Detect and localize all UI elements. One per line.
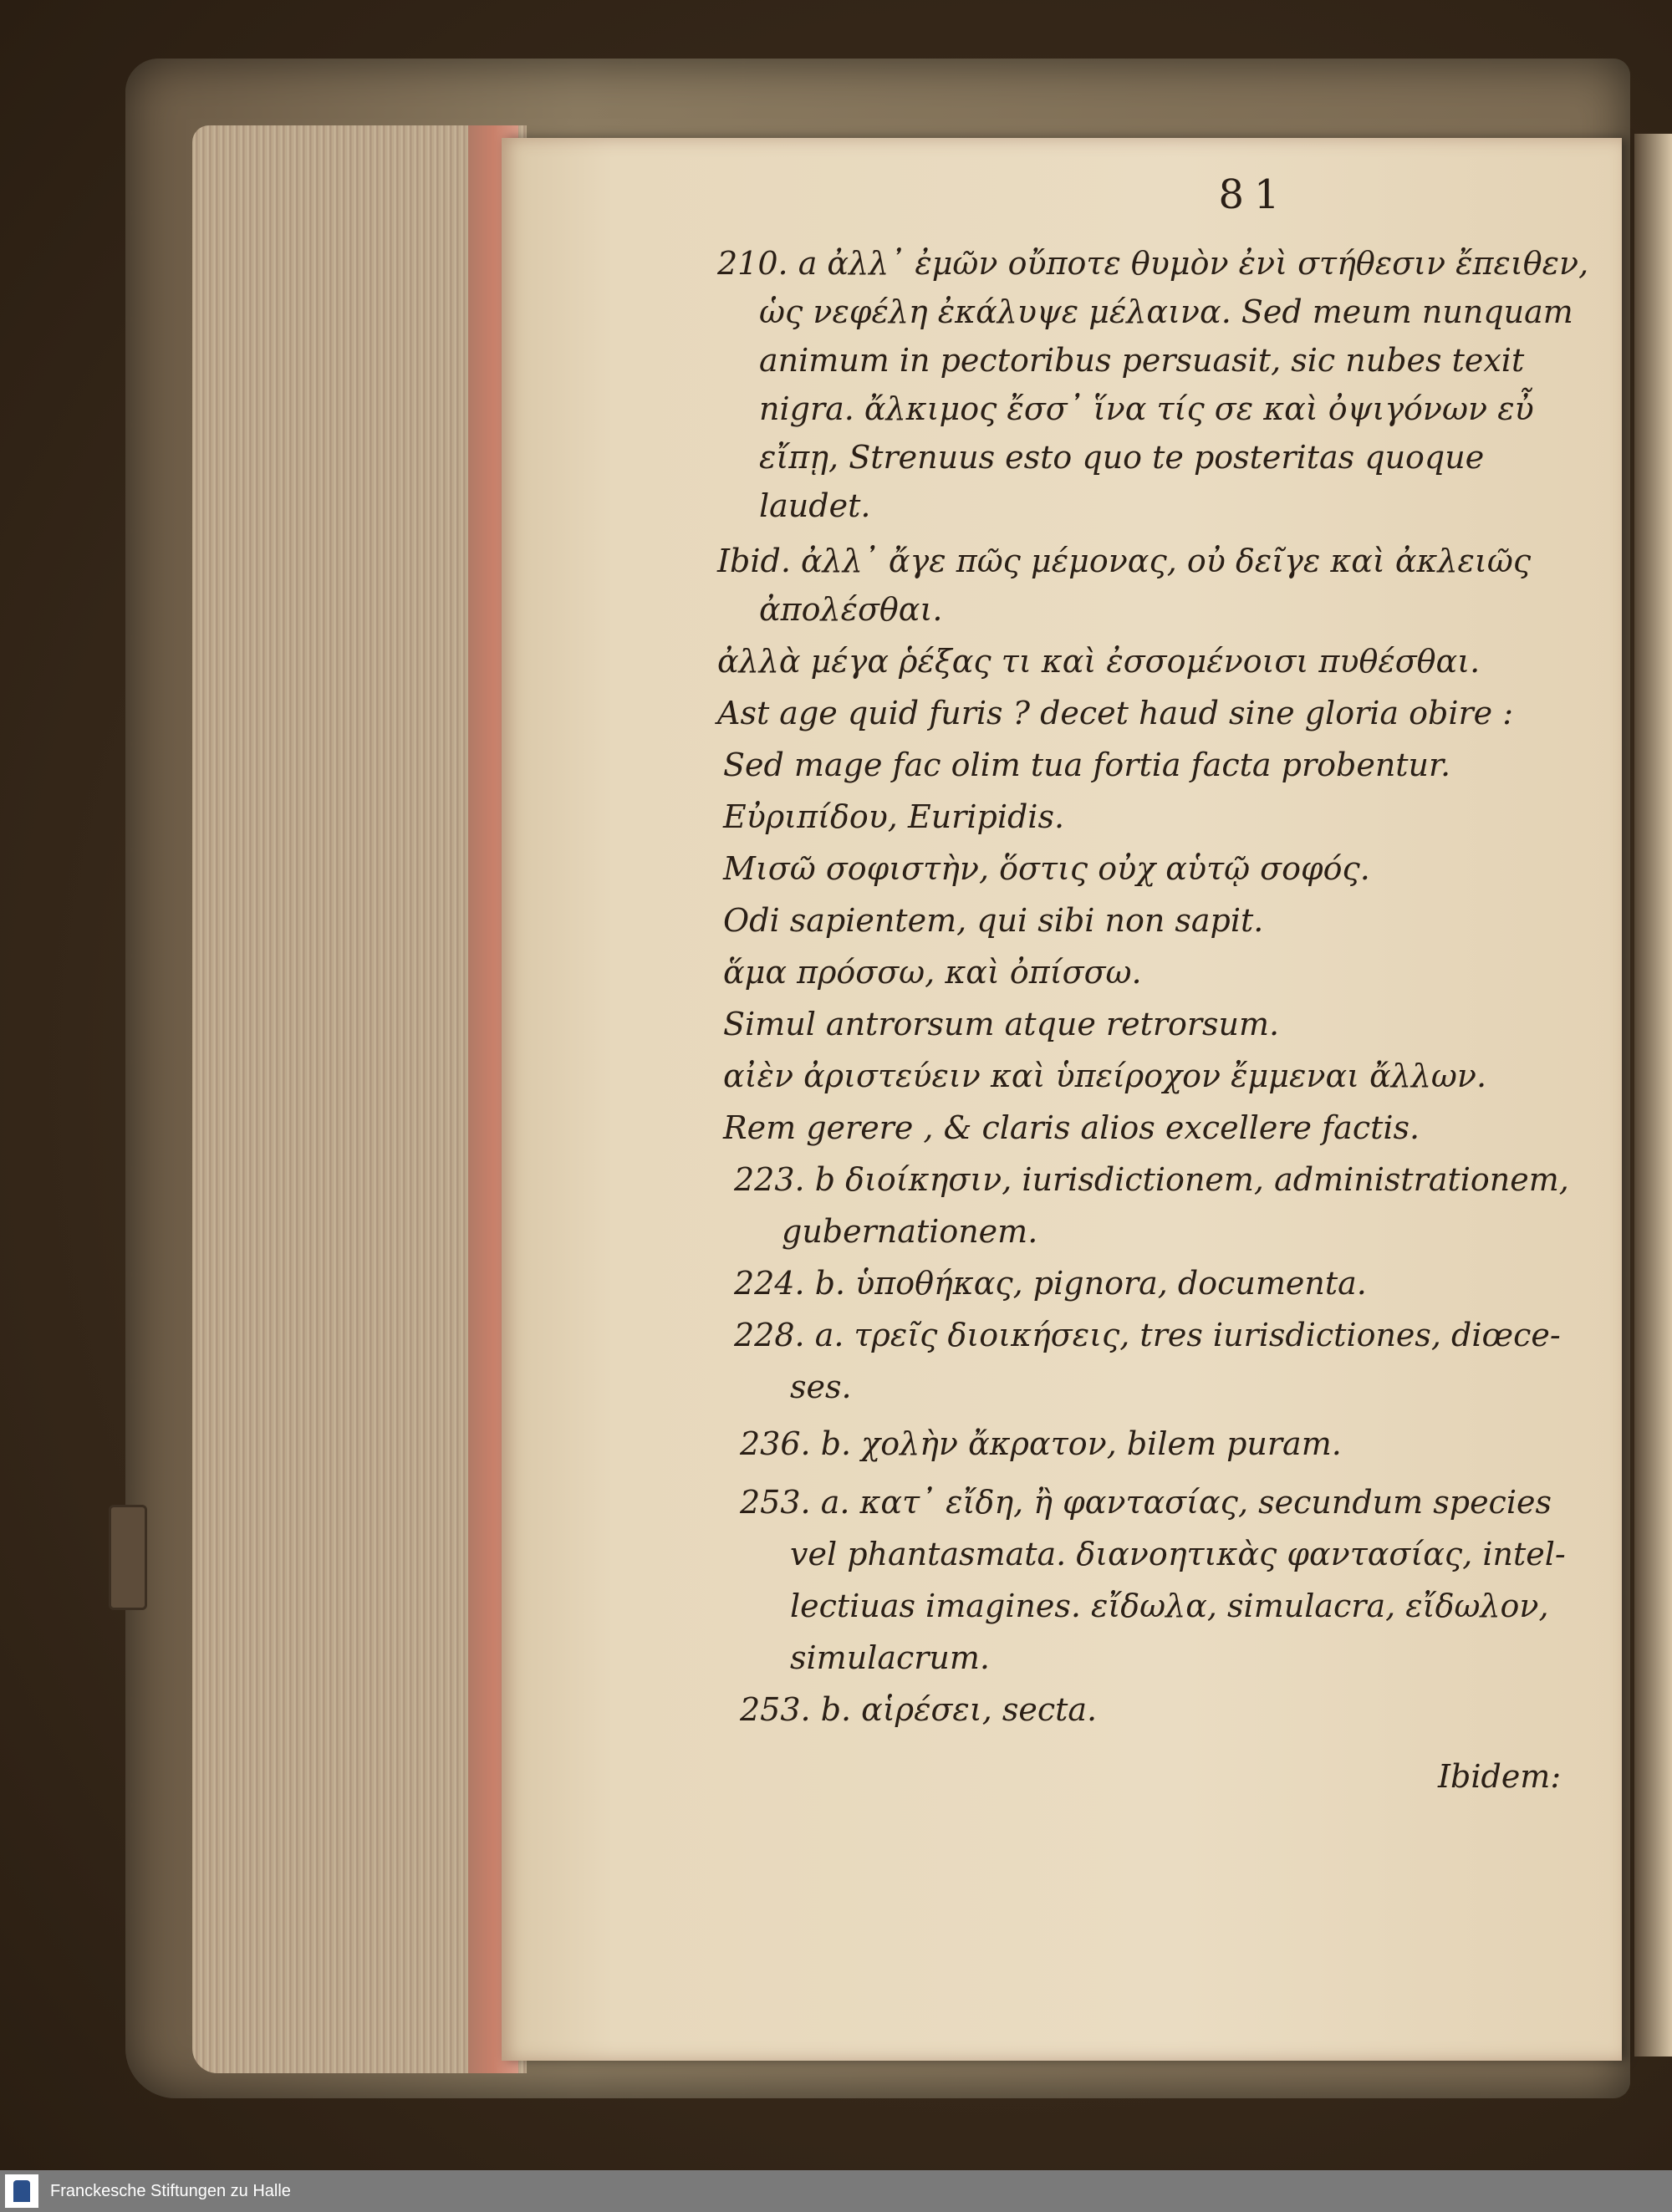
text-line: Odi sapientem, qui sibi non sapit.	[723, 902, 1264, 939]
text-line: simulacrum.	[790, 1639, 991, 1676]
catchword: Ibidem:	[1438, 1758, 1562, 1795]
book-clasp	[109, 1505, 147, 1610]
text-line: Μισῶ σοφιστὴν, ὅστις οὐχ αὑτῷ σοφός.	[723, 850, 1370, 887]
text-line: ἀλλὰ μέγα ῥέξας τι καὶ ἐσσομένοισι πυθέσθαι.	[717, 643, 1481, 680]
text-line: αἰὲν ἀριστεύειν καὶ ὑπείροχον ἔμμεναι ἄλλων.	[723, 1058, 1487, 1094]
text-line: 253. b. αἱρέσει, secta.	[740, 1691, 1098, 1728]
footer-bar	[0, 2170, 1672, 2212]
text-line: 224. b. ὑποθήκας, pignora, documenta.	[734, 1265, 1367, 1302]
text-line: animum in pectoribus persuasit, sic nubes texit	[759, 342, 1525, 379]
text-line: Ast age quid furis ? decet haud sine gloria obire :	[717, 695, 1514, 731]
text-line: lectiuas imagines. εἴδωλα, simulacra, εἴδωλον,	[790, 1588, 1549, 1624]
page-number: 81	[1218, 171, 1290, 218]
text-line: Rem gerere , & claris alios excellere factis.	[723, 1109, 1420, 1146]
page-text	[502, 138, 1622, 2061]
text-line: ὡς νεφέλη ἐκάλυψε μέλαινα. Sed meum nunquam	[759, 293, 1573, 330]
text-line: Εὐριπίδου, Euripidis.	[723, 798, 1065, 835]
text-line: ses.	[790, 1368, 852, 1405]
text-line: gubernationem.	[782, 1213, 1038, 1250]
book-page	[502, 138, 1622, 2061]
text-line: 228. a. τρεῖς διοικήσεις, tres iurisdictiones, diœce-	[734, 1317, 1561, 1353]
text-line: laudet.	[759, 487, 871, 524]
text-line: Simul antrorsum atque retrorsum.	[723, 1006, 1280, 1042]
text-line: ἀπολέσθαι.	[759, 591, 943, 628]
footer-label: Franckesche Stiftungen zu Halle	[50, 2181, 291, 2200]
text-line: 236. b. χολὴν ἄκρατον, bilem puram.	[740, 1425, 1342, 1462]
text-line: 253. a. κατ᾽ εἴδη, ἢ φαντασίας, secundum species	[740, 1484, 1552, 1521]
text-line: ἅμα πρόσσω, καὶ ὀπίσσω.	[723, 954, 1142, 991]
text-line: Ibid. ἀλλ᾽ ἄγε πῶς μέμονας, οὐ δεῖγε καὶ ἀκλειῶς	[717, 543, 1532, 579]
institution-logo-icon	[5, 2174, 38, 2208]
facing-page-edge	[1634, 134, 1672, 2057]
text-line: nigra. ἄλκιμος ἔσσ᾽ ἵνα τίς σε καὶ ὀψιγόνων εὖ	[759, 390, 1534, 427]
text-line: εἴπῃ, Strenuus esto quo te posteritas quoque	[759, 439, 1485, 476]
text-line: vel phantasmata. διανοητικὰς φαντασίας, intel-	[790, 1536, 1566, 1572]
text-line: 223. b διοίκησιν, iurisdictionem, administrationem,	[734, 1161, 1569, 1198]
text-line: Sed mage fac olim tua fortia facta probentur.	[723, 747, 1451, 783]
text-line: 210. a ἀλλ᾽ ἐμῶν οὔποτε θυμὸν ἐνὶ στήθεσιν ἔπειθεν,	[717, 245, 1589, 282]
